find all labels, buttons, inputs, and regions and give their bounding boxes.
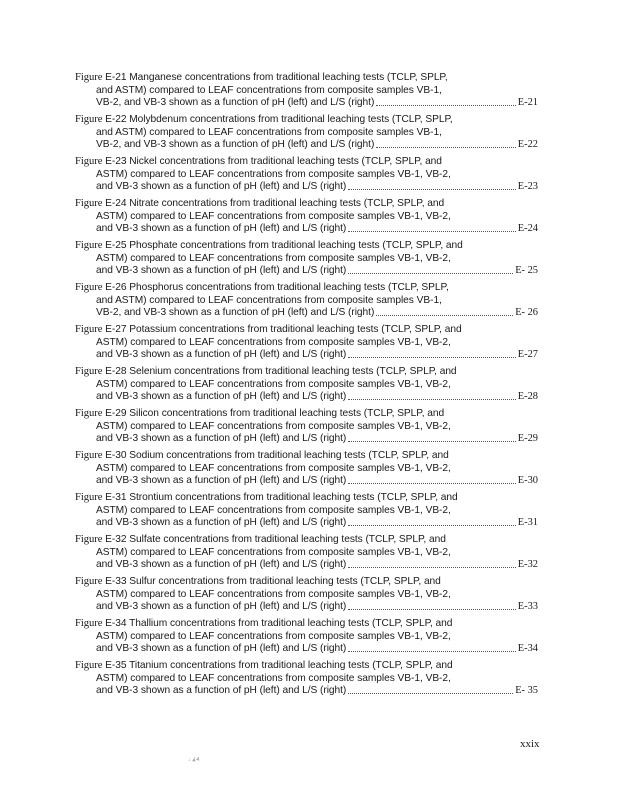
dot-leader xyxy=(348,345,516,358)
toc-page-number[interactable]: E-32 xyxy=(517,559,538,570)
figure-prefix: Figure xyxy=(75,156,103,167)
figure-prefix: Figure xyxy=(75,366,103,377)
toc-entry[interactable] xyxy=(0,240,618,282)
figure-prefix: Figure xyxy=(75,492,103,503)
figure-prefix: Figure xyxy=(75,408,103,419)
toc-entry-line-1 xyxy=(75,324,462,336)
figure-caption-part-2: ASTM) compared to LEAF concentrations from composite samples VB-1, VB-2, xyxy=(96,588,451,600)
figure-caption-part-1: Thallium concentrations from traditional leaching tests (TCLP, SPLP, and xyxy=(129,618,453,629)
figure-caption-part-1: Nitrate concentrations from traditional leaching tests (TCLP, SPLP, and xyxy=(129,198,445,209)
figure-caption-part-3: and VB-3 shown as a function of pH (left) and L/S (right) xyxy=(96,433,347,444)
toc-page-number[interactable]: E-27 xyxy=(517,349,538,360)
figure-caption-part-2: and ASTM) compared to LEAF concentrations from composite samples VB-1, xyxy=(96,126,442,138)
figure-caption-part-2: ASTM) compared to LEAF concentrations from composite samples VB-1, VB-2, xyxy=(96,630,451,642)
figure-prefix: Figure xyxy=(75,450,103,461)
dot-leader xyxy=(348,177,516,190)
figure-caption-part-2: ASTM) compared to LEAF concentrations from composite samples VB-1, VB-2, xyxy=(96,378,451,390)
figure-number: E-32 xyxy=(105,534,127,545)
dot-leader xyxy=(348,513,516,526)
figure-number: E-25 xyxy=(105,240,127,251)
figure-number: E-23 xyxy=(105,156,127,167)
figure-caption-part-1: Selenium concentrations from traditional leaching tests (TCLP, SPLP, and xyxy=(129,366,457,377)
dot-leader xyxy=(348,681,513,694)
figure-caption-part-2: ASTM) compared to LEAF concentrations from composite samples VB-1, VB-2, xyxy=(96,462,451,474)
figure-caption-part-1: Sulfur concentrations from traditional leaching tests (TCLP, SPLP, and xyxy=(129,576,441,587)
toc-entry-line-1 xyxy=(75,282,449,294)
figure-caption-part-3: and VB-3 shown as a function of pH (left) and L/S (right) xyxy=(96,685,347,696)
figure-caption-part-2: ASTM) compared to LEAF concentrations from composite samples VB-1, VB-2, xyxy=(96,168,451,180)
figure-number: E-27 xyxy=(105,324,127,335)
toc-entry-line-1 xyxy=(75,72,448,84)
figure-prefix: Figure xyxy=(75,534,103,545)
dot-leader xyxy=(348,639,516,652)
toc-page-number[interactable]: E-23 xyxy=(517,181,538,192)
toc-entry[interactable] xyxy=(0,282,618,324)
figure-prefix: Figure xyxy=(75,618,103,629)
toc-entry[interactable] xyxy=(0,618,618,660)
figure-number: E-30 xyxy=(105,450,127,461)
figure-number: E-24 xyxy=(105,198,127,209)
toc-entry-line-1 xyxy=(75,156,442,168)
dot-leader xyxy=(348,429,516,442)
figure-caption-part-3: and VB-3 shown as a function of pH (left) and L/S (right) xyxy=(96,559,347,570)
toc-entry-line-1 xyxy=(75,534,446,546)
page-number: xxix xyxy=(520,738,540,750)
dot-leader xyxy=(348,597,516,610)
figure-caption-part-3: and VB-3 shown as a function of pH (left) and L/S (right) xyxy=(96,181,347,192)
figure-number: E-31 xyxy=(105,492,127,503)
dot-leader xyxy=(348,471,516,484)
figure-caption-part-1: Strontium concentrations from traditional leaching tests (TCLP, SPLP, and xyxy=(129,492,458,503)
figure-caption-part-1: Molybdenum concentrations from traditional leaching tests (TCLP, SPLP, xyxy=(129,114,453,125)
figure-caption-part-2: and ASTM) compared to LEAF concentrations from composite samples VB-1, xyxy=(96,294,442,306)
dot-leader xyxy=(348,261,513,274)
toc-page-number[interactable]: E-29 xyxy=(517,433,538,444)
figure-caption-part-1: Phosphorus concentrations from traditional leaching tests (TCLP, SPLP, xyxy=(129,282,449,293)
figure-prefix: Figure xyxy=(75,198,103,209)
toc-entry[interactable] xyxy=(0,366,618,408)
toc-page-number[interactable]: E-34 xyxy=(517,643,538,654)
toc-page-number[interactable]: E-22 xyxy=(517,139,538,150)
figure-caption-part-3: and VB-3 shown as a function of pH (left) and L/S (right) xyxy=(96,391,347,402)
dot-leader xyxy=(376,135,516,148)
toc-page-number[interactable]: E- 25 xyxy=(515,265,538,276)
toc-entry[interactable] xyxy=(0,660,618,702)
figure-number: E-21 xyxy=(105,72,127,83)
figure-caption-part-2: ASTM) compared to LEAF concentrations from composite samples VB-1, VB-2, xyxy=(96,672,451,684)
figure-caption-part-1: Nickel concentrations from traditional leaching tests (TCLP, SPLP, and xyxy=(129,156,442,167)
figure-caption-part-2: ASTM) compared to LEAF concentrations from composite samples VB-1, VB-2, xyxy=(96,504,451,516)
toc-entry[interactable] xyxy=(0,408,618,450)
figure-caption-part-3: and VB-3 shown as a function of pH (left) and L/S (right) xyxy=(96,265,347,276)
toc-entry[interactable] xyxy=(0,156,618,198)
figure-caption-part-3: and VB-3 shown as a function of pH (left) and L/S (right) xyxy=(96,223,347,234)
toc-page-number[interactable]: E- 35 xyxy=(515,685,538,696)
list-of-figures xyxy=(0,72,618,702)
figure-caption-part-2: ASTM) compared to LEAF concentrations from composite samples VB-1, VB-2, xyxy=(96,336,451,348)
figure-prefix: Figure xyxy=(75,282,103,293)
figure-caption-part-1: Potassium concentrations from traditional leaching tests (TCLP, SPLP, and xyxy=(129,324,462,335)
figure-caption-part-1: Sodium concentrations from traditional leaching tests (TCLP, SPLP, and xyxy=(129,450,449,461)
toc-entry-line-1 xyxy=(75,114,453,126)
toc-entry[interactable] xyxy=(0,198,618,240)
figure-caption-part-3: and VB-3 shown as a function of pH (left) and L/S (right) xyxy=(96,349,347,360)
figure-number: E-22 xyxy=(105,114,127,125)
figure-caption-part-1: Manganese concentrations from traditional leaching tests (TCLP, SPLP, xyxy=(129,72,448,83)
figure-number: E-28 xyxy=(105,366,127,377)
toc-entry[interactable] xyxy=(0,576,618,618)
dot-leader xyxy=(348,555,516,568)
toc-page-number[interactable]: E-31 xyxy=(517,517,538,528)
figure-number: E-26 xyxy=(105,282,127,293)
toc-entry-line-1 xyxy=(75,408,444,420)
figure-caption-part-3: VB-2, and VB-3 shown as a function of pH (left) and L/S (right) xyxy=(96,139,375,150)
toc-entry-line-1 xyxy=(75,450,449,462)
figure-number: E-29 xyxy=(105,408,127,419)
figure-number: E-35 xyxy=(105,660,127,671)
figure-caption-part-1: Silicon concentrations from traditional leaching tests (TCLP, SPLP, and xyxy=(129,408,445,419)
figure-number: E-33 xyxy=(105,576,127,587)
toc-entry[interactable] xyxy=(0,450,618,492)
toc-entry[interactable] xyxy=(0,324,618,366)
figure-caption-part-3: and VB-3 shown as a function of pH (left) and L/S (right) xyxy=(96,643,347,654)
figure-caption-part-3: VB-2, and VB-3 shown as a function of pH (left) and L/S (right) xyxy=(96,97,375,108)
figure-caption-part-1: Titanium concentrations from traditional leaching tests (TCLP, SPLP, and xyxy=(129,660,453,671)
figure-prefix: Figure xyxy=(75,324,103,335)
toc-page-number[interactable]: E-28 xyxy=(517,391,538,402)
figure-caption-part-2: and ASTM) compared to LEAF concentrations from composite samples VB-1, xyxy=(96,84,442,96)
figure-caption-part-2: ASTM) compared to LEAF concentrations from composite samples VB-1, VB-2, xyxy=(96,546,451,558)
toc-entry-line-1 xyxy=(75,198,444,210)
figure-prefix: Figure xyxy=(75,576,103,587)
figure-prefix: Figure xyxy=(75,240,103,251)
toc-page-number[interactable]: E- 26 xyxy=(515,307,538,318)
figure-caption-part-2: ASTM) compared to LEAF concentrations from composite samples VB-1, VB-2, xyxy=(96,210,451,222)
dot-leader xyxy=(348,219,516,232)
toc-page-number[interactable]: E-30 xyxy=(517,475,538,486)
toc-entry-line-1 xyxy=(75,576,441,588)
toc-entry[interactable] xyxy=(0,534,618,576)
figure-prefix: Figure xyxy=(75,660,103,671)
figure-prefix: Figure xyxy=(75,72,103,83)
toc-page-number[interactable]: E-21 xyxy=(517,97,538,108)
figure-caption-part-1: Sulfate concentrations from traditional leaching tests (TCLP, SPLP, and xyxy=(129,534,446,545)
toc-entry-line-1 xyxy=(75,492,458,504)
toc-entry-line-1 xyxy=(75,240,463,252)
toc-entry-line-1 xyxy=(75,366,457,378)
toc-entry[interactable] xyxy=(0,72,618,114)
figure-caption-part-3: and VB-3 shown as a function of pH (left) and L/S (right) xyxy=(96,475,347,486)
figure-caption-part-2: ASTM) compared to LEAF concentrations from composite samples VB-1, VB-2, xyxy=(96,420,451,432)
toc-entry-line-1 xyxy=(75,660,453,672)
figure-caption-part-2: ASTM) compared to LEAF concentrations from composite samples VB-1, VB-2, xyxy=(96,252,451,264)
figure-caption-part-3: and VB-3 shown as a function of pH (left) and L/S (right) xyxy=(96,517,347,528)
toc-entry[interactable] xyxy=(0,114,618,156)
figure-caption-part-3: VB-2, and VB-3 shown as a function of pH (left) and L/S (right) xyxy=(96,307,375,318)
figure-caption-part-1: Phosphate concentrations from traditional leaching tests (TCLP, SPLP, and xyxy=(129,240,463,251)
toc-page-number[interactable]: E-33 xyxy=(517,601,538,612)
dot-leader xyxy=(376,303,513,316)
figure-prefix: Figure xyxy=(75,114,103,125)
toc-page-number[interactable]: E-24 xyxy=(517,223,538,234)
figure-caption-part-3: and VB-3 shown as a function of pH (left) and L/S (right) xyxy=(96,601,347,612)
footer-mark: ↓ ∡4 xyxy=(188,757,200,763)
toc-entry[interactable] xyxy=(0,492,618,534)
dot-leader xyxy=(348,387,516,400)
toc-entry-line-1 xyxy=(75,618,452,630)
dot-leader xyxy=(376,93,516,106)
figure-number: E-34 xyxy=(105,618,127,629)
